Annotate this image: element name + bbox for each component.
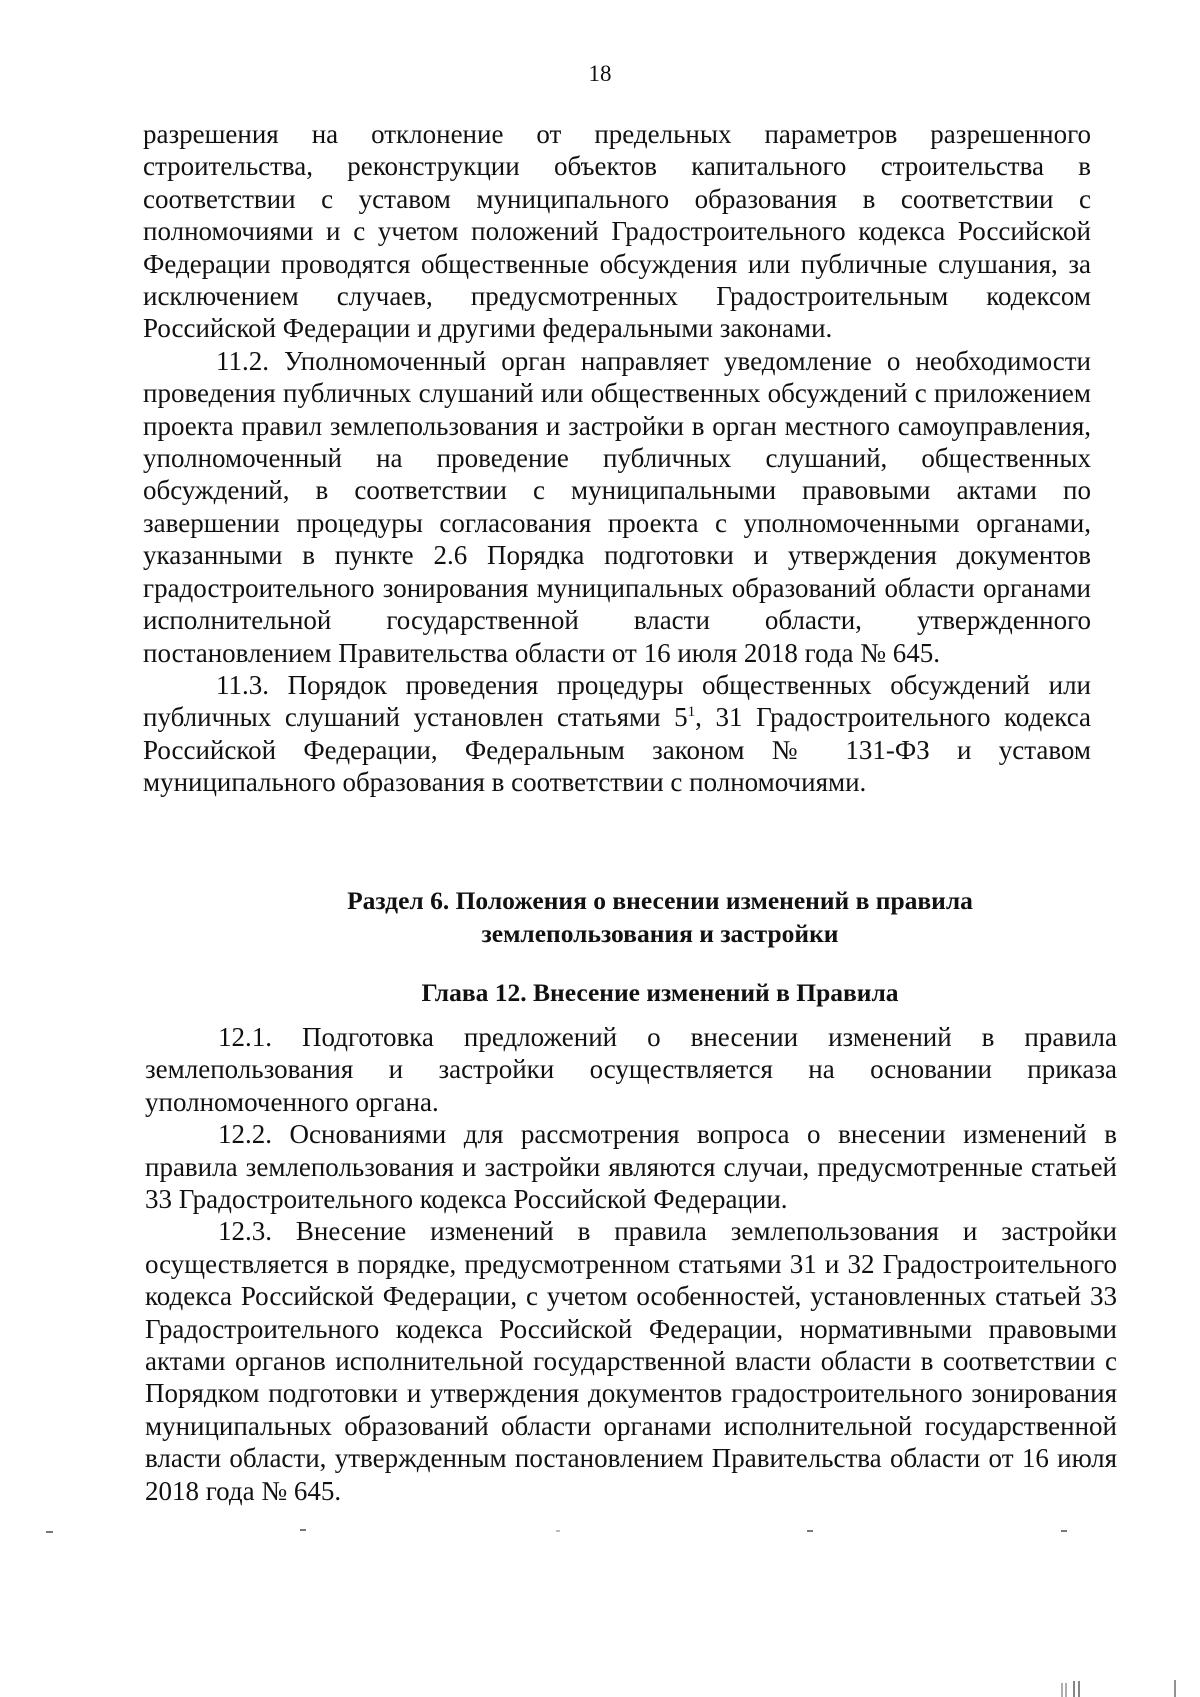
paragraph-11-3-part1: 11.3. Порядок проведения процедуры общественных обсуждений или публичных слушаний установлен статьями 5 bbox=[143, 669, 1091, 733]
paragraph-12-1: 12.1. Подготовка предложений о внесении изменений в правила землепользования и застройки осуществляется на основании приказа уполномоченного органа. bbox=[145, 1022, 1117, 1117]
paragraph-11-3-part2: , 31 Градостроительного кодекса Российской Федерации, Федеральным законом № 131-ФЗ и уставом муниципального образования в соответствии с полномочиями. bbox=[143, 702, 1092, 798]
section-heading-line-2: землепользования и застройки bbox=[481, 919, 839, 948]
section-heading-line-1: Раздел 6. Положения о внесении изменений в правила bbox=[347, 886, 973, 915]
paragraph-12-3: 12.3. Внесение изменений в правила землепользования и застройки осуществляется в порядке, предусмотренном статьями 31 и 32 Градостроительного кодекса Российской Федерации, с учетом особенностей, установленных статьей 33 Градостроительного кодекса Российской Федерации, нормативными правовыми актами органов исполнительной государственной власти области в соответствии с Порядком подготовки и утверждения документов градостроительного зонирования муниципальных образований области органами исполнительной государственной власти области, утвержденным постановлением Правительства области от 16 июля 2018 года № 645. bbox=[145, 1216, 1117, 1506]
chapter-heading: Глава 12. Внесение изменений в Правила bbox=[421, 978, 899, 1007]
paragraph-11-3-superscript: 1 bbox=[687, 704, 696, 721]
paragraph-12-2: 12.2. Основаниями для рассмотрения вопроса о внесении изменений в правила землепользования и застройки являются случаи, предусмотренные статьей 33 Градостроительного кодекса Российской Федерации. bbox=[145, 1119, 1117, 1215]
top-text-block bbox=[143, 118, 1091, 799]
page-number: 18 bbox=[588, 61, 612, 86]
paragraph-continuation: разрешения на отклонение от предельных параметров разрешенного строительства, реконструкции объектов капитального строительства в соответствии с уставом муниципального образования в соответствии с полномочиями и с учетом положений Градостроительного кодекса Российской Федерации проводятся общественные обсуждения или публичные слушания, за исключением случаев, предусмотренных Градостроительным кодексом Российской Федерации и другими федеральными законами. bbox=[143, 119, 1091, 344]
bottom-text-block bbox=[145, 1021, 1117, 1507]
paragraph-11-2: 11.2. Уполномоченный орган направляет уведомление о необходимости проведения публичных слушаний или общественных обсуждений с приложением проекта правил землепользования и застройки в орган местного самоуправления, уполномоченный на проведение публичных слушаний, общественных обсуждений, в соответствии с муниципальными правовыми актами по завершении процедуры согласования проекта с уполномоченными органами, указанными в пункте 2.6 Порядка подготовки и утверждения документов градостроительного зонирования муниципальных образований области органами исполнительной государственной власти области, утвержденного постановлением Правительства области от 16 июля 2018 года № 645. bbox=[143, 345, 1091, 668]
paragraph-11-3 bbox=[143, 669, 1091, 799]
section-heading bbox=[300, 884, 1020, 950]
